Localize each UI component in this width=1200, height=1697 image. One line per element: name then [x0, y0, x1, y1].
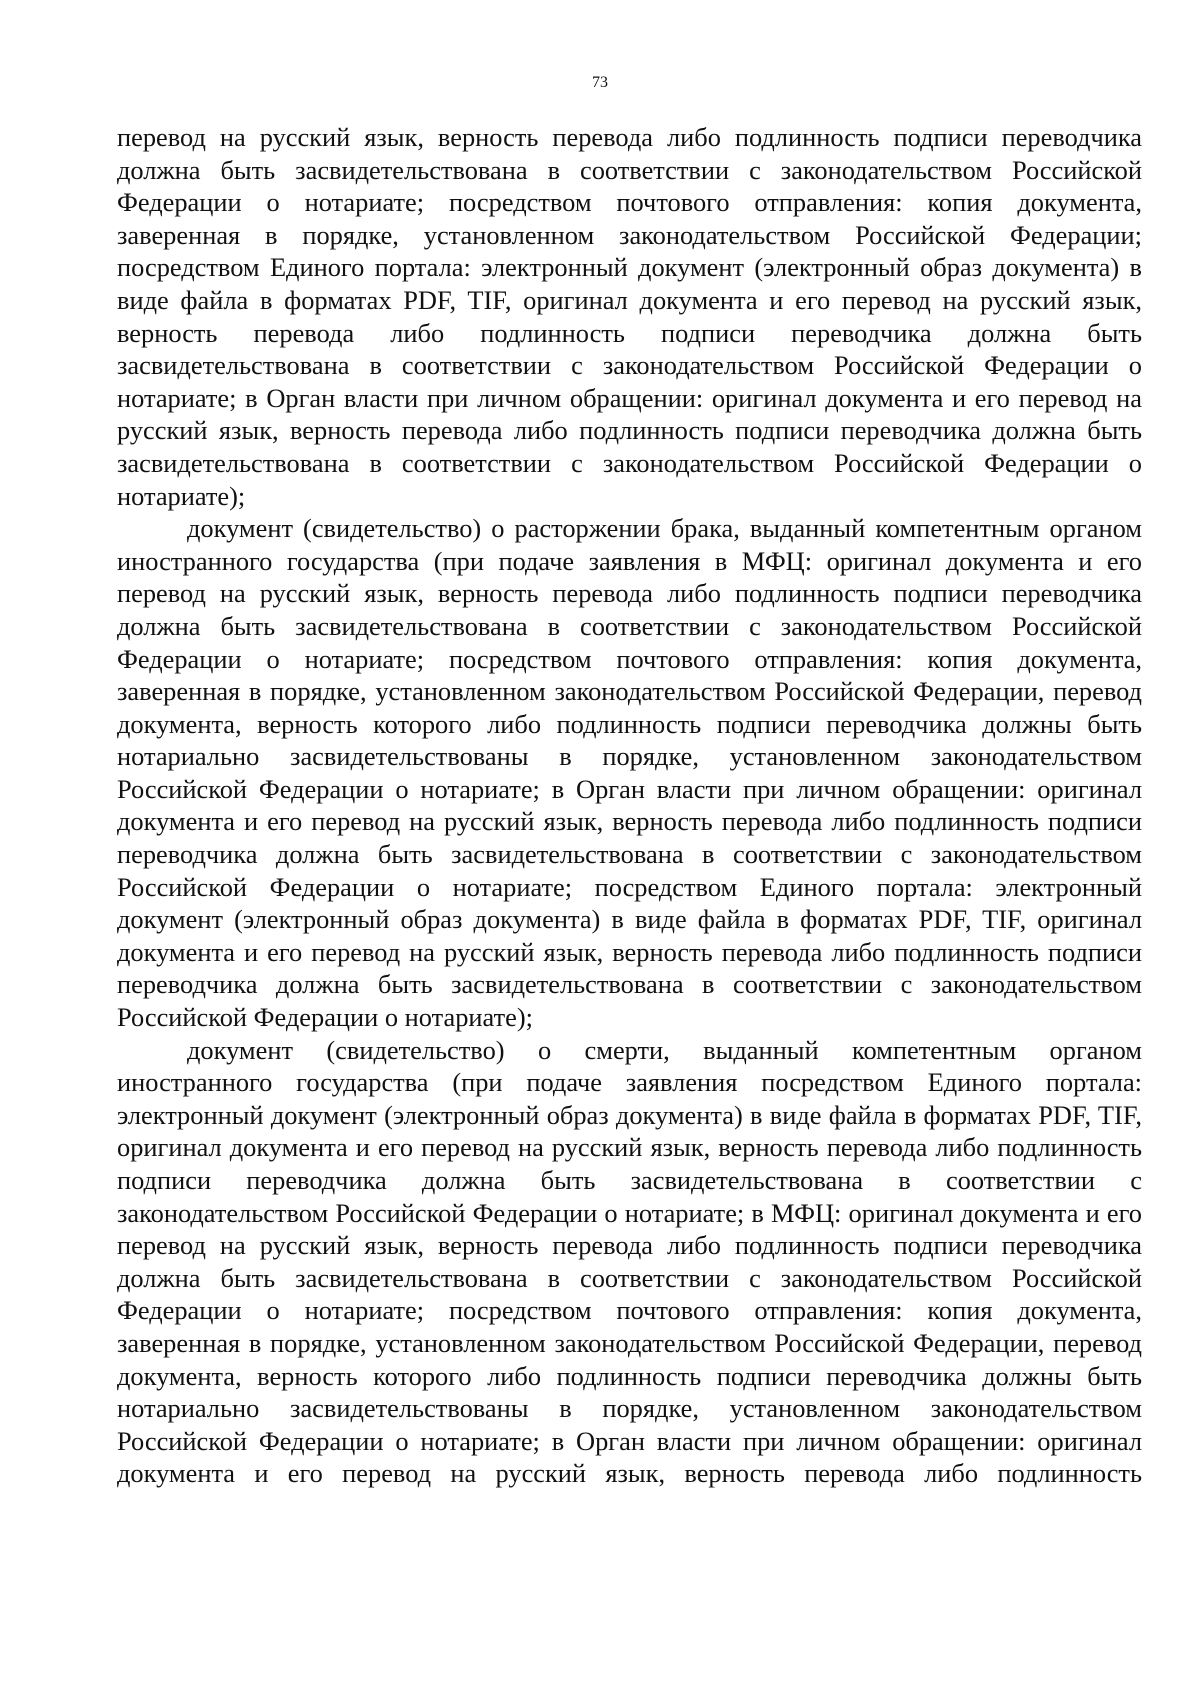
page-number: 73 — [592, 74, 608, 91]
paragraph-continuation: перевод на русский язык, верность перевода либо подлинность подписи переводчика должна быть засвидетельствована в соответствии с законодательством Российской Федерации о нотариате; посредством почтового отправления: копия документа, заверенная в порядке, установленном законодательством Российской Федерации; посредством Единого портала: электронный документ (электронный образ документа) в виде файла в форматах PDF, TIF, оригинал документа и его перевод на русский язык, верность перевода либо подлинность подписи переводчика должна быть засвидетельствована в соответствии с законодательством Российской Федерации о нотариате; в Орган власти при личном обращении: оригинал документа и его перевод на русский язык, верность перевода либо подлинность подписи переводчика должна быть засвидетельствована в соответствии с законодательством Российской Федерации о нотариате); — [117, 122, 1142, 511]
paragraph-divorce-certificate: документ (свидетельство) о расторжении брака, выданный компетентным органом иностранного государства (при подаче заявления в МФЦ: оригинал документа и его перевод на русский язык, верность перевода либо подлинность подписи переводчика должна быть засвидетельствована в соответствии с законодательством Российской Федерации о нотариате; посредством почтового отправления: копия документа, заверенная в порядке, установленном законодательством Российской Федерации, перевод документа, верность которого либо подлинность подписи переводчика должны быть нотариально засвидетельствованы в порядке, установленном законодательством Российской Федерации о нотариате; в Орган власти при личном обращении: оригинал документа и его перевод на русский язык, верность перевода либо подлинность подписи переводчика должна быть засвидетельствована в соответствии с законодательством Российской Федерации о нотариате; посредством Единого портала: электронный документ (электронный образ документа) в виде файла в форматах PDF, TIF, оригинал документа и его перевод на русский язык, верность перевода либо подлинность подписи переводчика должна быть засвидетельствована в соответствии с законодательством Российской Федерации о нотариате); — [117, 513, 1142, 1033]
paragraph-death-certificate: документ (свидетельство) о смерти, выданный компетентным органом иностранного государства (при подаче заявления посредством Единого портала: электронный документ (электронный образ документа) в виде файла в форматах PDF, TIF, оригинал документа и его перевод на русский язык, верность перевода либо подлинность подписи переводчика должна быть засвидетельствована в соответствии с законодательством Российской Федерации о нотариате; в МФЦ: оригинал документа и его перевод на русский язык, верность перевода либо подлинность подписи переводчика должна быть засвидетельствована в соответствии с законодательством Российской Федерации о нотариате; посредством почтового отправления: копия документа, заверенная в порядке, установленном законодательством Российской Федерации, перевод документа, верность которого либо подлинность подписи переводчика должны быть нотариально засвидетельствованы в порядке, установленном законодательством Российской Федерации о нотариате; в Орган власти при личном обращении: оригинал документа и его перевод на русский язык, верность перевода либо подлинность — [117, 1034, 1142, 1489]
document-body — [117, 121, 1142, 1490]
